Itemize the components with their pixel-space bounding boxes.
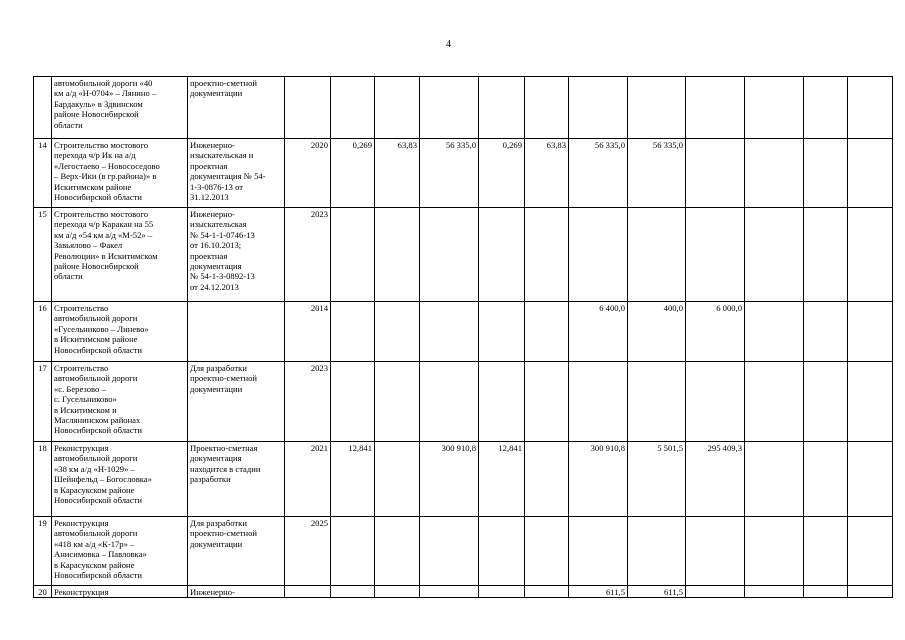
value-4-cell (479, 208, 525, 302)
documentation-cell (188, 77, 285, 139)
object-name-cell (52, 517, 188, 586)
year-text: 2014 (310, 303, 328, 313)
value-11-cell (848, 442, 893, 517)
documentation-text: проектно-сметной документации (190, 78, 258, 99)
value-7-text: 611,5 (663, 587, 683, 597)
value-2-cell (375, 302, 420, 362)
value-5-cell (525, 302, 569, 362)
value-1-cell (331, 442, 375, 517)
year-text: 2020 (310, 140, 328, 150)
object-name-cell (52, 77, 188, 139)
year-cell (285, 302, 331, 362)
value-10-cell (804, 362, 848, 442)
value-4-cell (479, 139, 525, 208)
value-9-cell (745, 139, 804, 208)
value-1-cell (331, 139, 375, 208)
value-6-cell (569, 517, 628, 586)
value-4-text: 12,841 (498, 443, 522, 453)
value-10-cell (804, 77, 848, 139)
value-11-cell (848, 77, 893, 139)
year-cell (285, 517, 331, 586)
object-name-cell (52, 586, 188, 598)
value-10-cell (804, 586, 848, 598)
documentation-text: Проектно-сметная документация находится в стадии разработки (190, 443, 261, 485)
object-name-cell (52, 362, 188, 442)
object-name-text: Строительство автомобильной дороги «с. Березово – с. Гусельниково» в Искитимском и Маслянинском районах Новосибирской области (54, 363, 143, 436)
value-10-cell (804, 208, 848, 302)
object-name-cell (52, 302, 188, 362)
value-3-cell (420, 208, 479, 302)
value-6-cell (569, 442, 628, 517)
value-7-text: 56 335,0 (652, 140, 683, 150)
value-1-text: 12,841 (348, 443, 372, 453)
table-row (34, 208, 893, 302)
value-8-text: 295 409,3 (707, 443, 742, 453)
year-cell (285, 208, 331, 302)
object-name-text: Реконструкция автомобильной дороги «38 км а/д «Н-1029» – Шейнфельд – Богословка» в Карасукском районе Новосибирской области (54, 443, 152, 506)
value-5-cell (525, 139, 569, 208)
documentation-text: Инженерно- изыскательская № 54-1-1-0746-13 от 16.10.2013; проектная документация № 54-1-3-0892-13 от 24.12.2013 (190, 209, 255, 292)
value-9-cell (745, 517, 804, 586)
year-text: 2023 (310, 209, 328, 219)
value-9-cell (745, 586, 804, 598)
value-8-cell (686, 139, 745, 208)
documentation-cell (188, 302, 285, 362)
page-number: 4 (446, 39, 451, 50)
value-6-text: 56 335,0 (594, 140, 625, 150)
program-table (33, 76, 893, 598)
value-7-cell (628, 362, 686, 442)
value-11-cell (848, 139, 893, 208)
value-4-cell (479, 442, 525, 517)
value-10-cell (804, 139, 848, 208)
object-name-cell (52, 442, 188, 517)
value-9-cell (745, 208, 804, 302)
value-10-cell (804, 517, 848, 586)
row-number-text: 15 (38, 209, 47, 219)
year-text: 2021 (310, 443, 328, 453)
value-6-text: 611,5 (605, 587, 625, 597)
value-1-text: 0,269 (352, 140, 372, 150)
value-1-cell (331, 517, 375, 586)
value-10-cell (804, 442, 848, 517)
object-name-text: Строительство мостового перехода ч/р Каракан на 55 км а/д «54 км а/д «М-52» – Завьялово – Факел Революции» в Искитимском районе Новосибирской области (54, 209, 158, 282)
row-number-text: 19 (38, 518, 47, 528)
value-4-cell (479, 77, 525, 139)
table-row (34, 139, 893, 208)
value-6-cell (569, 208, 628, 302)
object-name-cell (52, 139, 188, 208)
row-number-text: 18 (38, 443, 47, 453)
value-2-cell (375, 139, 420, 208)
value-11-cell (848, 302, 893, 362)
value-8-cell (686, 208, 745, 302)
value-6-cell (569, 362, 628, 442)
value-7-cell (628, 77, 686, 139)
value-1-cell (331, 586, 375, 598)
value-4-cell (479, 362, 525, 442)
value-6-text: 6 400,0 (599, 303, 625, 313)
value-3-text: 300 910,8 (441, 443, 476, 453)
value-3-cell (420, 362, 479, 442)
year-text: 2023 (310, 363, 328, 373)
documentation-cell (188, 139, 285, 208)
value-11-cell (848, 362, 893, 442)
value-5-cell (525, 362, 569, 442)
value-3-text: 56 335,0 (445, 140, 476, 150)
value-2-cell (375, 77, 420, 139)
row-number-cell (34, 139, 52, 208)
value-11-cell (848, 208, 893, 302)
year-cell (285, 586, 331, 598)
value-6-text: 300 910,8 (590, 443, 625, 453)
value-5-cell (525, 517, 569, 586)
value-9-cell (745, 302, 804, 362)
documentation-cell (188, 442, 285, 517)
value-1-cell (331, 362, 375, 442)
documentation-text: Для разработки проектно-сметной документации (190, 363, 258, 394)
value-9-cell (745, 362, 804, 442)
object-name-text: Строительство автомобильной дороги «Гусельниково – Линево» в Искитимском районе Новосибирской области (54, 303, 149, 355)
value-8-cell (686, 302, 745, 362)
value-3-cell (420, 139, 479, 208)
value-6-cell (569, 77, 628, 139)
value-2-cell (375, 208, 420, 302)
year-cell (285, 77, 331, 139)
value-8-cell (686, 362, 745, 442)
value-2-cell (375, 442, 420, 517)
row-number-cell (34, 362, 52, 442)
year-cell (285, 362, 331, 442)
value-9-cell (745, 442, 804, 517)
value-1-cell (331, 77, 375, 139)
documentation-cell (188, 517, 285, 586)
row-number-text: 20 (38, 587, 47, 597)
value-3-cell (420, 77, 479, 139)
table-row (34, 302, 893, 362)
value-10-cell (804, 302, 848, 362)
row-number-text: 14 (38, 140, 47, 150)
row-number-cell (34, 442, 52, 517)
value-2-cell (375, 517, 420, 586)
value-8-text: 6 000,0 (716, 303, 742, 313)
value-6-cell (569, 586, 628, 598)
row-number-text: 16 (38, 303, 47, 313)
value-5-text: 63,83 (546, 140, 566, 150)
documentation-cell (188, 208, 285, 302)
value-7-text: 400,0 (663, 303, 683, 313)
documentation-cell (188, 586, 285, 598)
value-11-cell (848, 517, 893, 586)
object-name-text: Строительство мостового перехода ч/р Ик на а/д «Легостаево – Новососедово – Верх-Ики (в гр.района)» в Искитимском районе Новосибирской области (54, 140, 160, 203)
value-3-cell (420, 586, 479, 598)
table-row (34, 586, 893, 598)
table-row (34, 362, 893, 442)
value-6-cell (569, 139, 628, 208)
value-7-cell (628, 442, 686, 517)
value-5-cell (525, 77, 569, 139)
value-8-cell (686, 77, 745, 139)
object-name-text: автомобильной дороги «40 км а/д «Н-0704» – Лянино – Бардакуль» в Здвинском районе Новосибирской области (54, 78, 157, 130)
value-4-cell (479, 517, 525, 586)
value-4-cell (479, 302, 525, 362)
value-8-cell (686, 442, 745, 517)
value-4-cell (479, 586, 525, 598)
value-4-text: 0,269 (502, 140, 522, 150)
value-5-cell (525, 442, 569, 517)
value-7-cell (628, 517, 686, 586)
row-number-cell (34, 208, 52, 302)
value-8-cell (686, 586, 745, 598)
row-number-cell (34, 517, 52, 586)
object-name-text: Реконструкция (54, 587, 109, 597)
value-8-cell (686, 517, 745, 586)
value-7-cell (628, 302, 686, 362)
documentation-cell (188, 362, 285, 442)
value-1-cell (331, 208, 375, 302)
value-2-cell (375, 362, 420, 442)
table-row (34, 442, 893, 517)
value-1-cell (331, 302, 375, 362)
documentation-text: Для разработки проектно-сметной документации (190, 518, 258, 549)
table-row (34, 517, 893, 586)
value-3-cell (420, 302, 479, 362)
year-text: 2025 (310, 518, 328, 528)
value-5-cell (525, 586, 569, 598)
value-2-text: 63,83 (397, 140, 417, 150)
table-row (34, 77, 893, 139)
row-number-cell (34, 586, 52, 598)
object-name-text: Реконструкция автомобильной дороги «418 км а/д «К-17р» – Анисимовка – Павловка» в Карасукском районе Новосибирской области (54, 518, 147, 581)
row-number-cell (34, 77, 52, 139)
documentation-text: Инженерно- (190, 587, 235, 597)
value-2-cell (375, 586, 420, 598)
value-7-text: 5 501,5 (657, 443, 683, 453)
value-7-cell (628, 586, 686, 598)
value-5-cell (525, 208, 569, 302)
value-11-cell (848, 586, 893, 598)
value-7-cell (628, 139, 686, 208)
value-6-cell (569, 302, 628, 362)
value-9-cell (745, 77, 804, 139)
row-number-cell (34, 302, 52, 362)
year-cell (285, 442, 331, 517)
value-3-cell (420, 442, 479, 517)
value-3-cell (420, 517, 479, 586)
documentation-text: Инженерно- изыскательская и проектная документация № 54- 1-3-0876-13 от 31.12.2013 (190, 140, 266, 203)
row-number-text: 17 (38, 363, 47, 373)
object-name-cell (52, 208, 188, 302)
value-7-cell (628, 208, 686, 302)
year-cell (285, 139, 331, 208)
